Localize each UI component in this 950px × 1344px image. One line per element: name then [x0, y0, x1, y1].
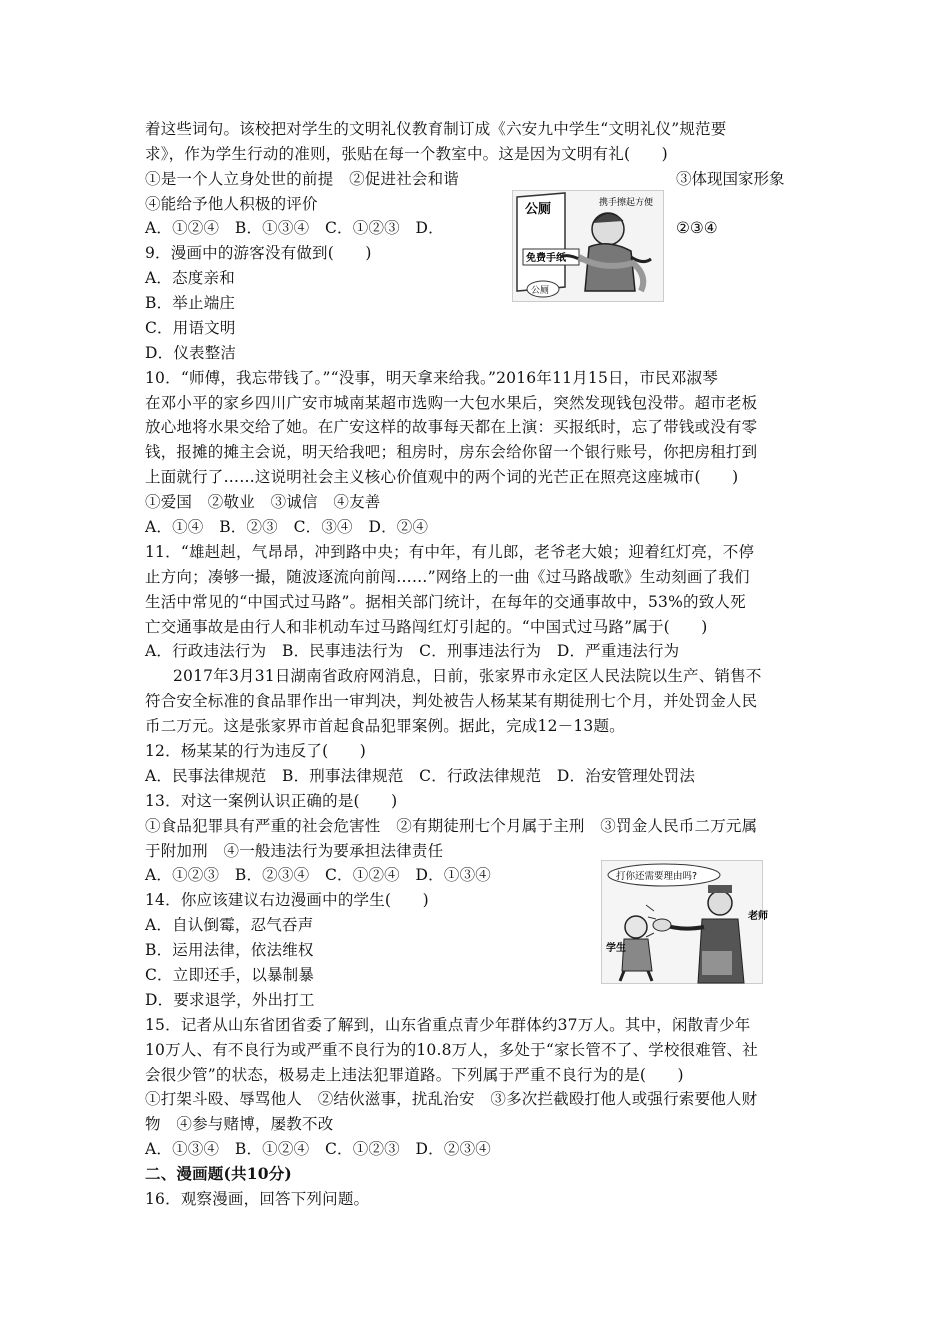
text-line: 钱，报摊的摊主会说，明天给我吧；租房时，房东会给你留一个银行账号，你把房租打到	[145, 443, 758, 461]
q15-stem: 15．记者从山东省团省委了解到，山东省重点青少年群体约37万人。其中，闲散青少年	[145, 1016, 751, 1034]
teacher-label	[747, 909, 768, 922]
q9-option-c: C．用语文明	[145, 319, 236, 337]
q9-option-d: D．仪表整洁	[145, 344, 237, 362]
text-line: 符合安全标准的食品罪作出一审判决，判处被告人杨某某有期徒刑七个月，并处罚金人民	[145, 692, 758, 710]
bottom-text: 公厕	[531, 286, 550, 296]
paper-text: 免费手纸	[526, 253, 566, 264]
teacher-label-text: 老师	[748, 911, 768, 922]
text-line: 上面就行了……这说明社会主义核心价值观中的两个词的光芒正在照亮这座城市( )	[145, 468, 739, 486]
cartoon-teacher-student	[601, 860, 768, 984]
q8-answers: A．①②④ B．①③④ C．①②③ D．	[145, 219, 444, 237]
q15-items: ①打架斗殴、辱骂他人 ②结伙滋事，扰乱治安 ③多次拦截殴打他人或强行索要他人财	[145, 1090, 758, 1108]
q16-stem: 16．观察漫画，回答下列问题。	[145, 1190, 370, 1208]
q8-option-4: ④能给予他人积极的评价	[145, 195, 318, 213]
text-line: 于附加刑 ④一般违法行为要承担法律责任	[145, 842, 444, 860]
q11-answers: A．行政违法行为 B．民事违法行为 C．刑事违法行为 D．严重违法行为	[145, 642, 680, 660]
text-line: 在邓小平的家乡四川广安市城南某超市选购一大包水果后，突然发现钱包没带。超市老板	[145, 394, 758, 412]
q13-stem: 13．对这一案例认识正确的是( )	[145, 792, 398, 810]
text-line: 亡交通事故是由行人和非机动车过马路闯红灯引起的。“中国式过马路”属于( )	[145, 618, 708, 636]
text-line: 求》，作为学生行动的准则，张贴在每一个教室中。这是因为文明有礼( )	[145, 145, 668, 163]
q14-option-d: D．要求退学，外出打工	[145, 991, 315, 1009]
q9-option-b: B．举止端庄	[145, 294, 236, 312]
text-line: 会很少管”的状态，极易走上违法犯罪道路。下列属于严重不良行为的是( )	[145, 1066, 684, 1084]
q8-option-3: ③体现国家形象	[676, 170, 785, 188]
q8-answer-d: ②③④	[676, 219, 718, 237]
q9-stem: 9．漫画中的游客没有做到( )	[145, 244, 372, 262]
q15-answers: A．①③④ B．①②④ C．①②③ D．②③④	[145, 1140, 491, 1158]
q8-option-1-2: ①是一个人立身处世的前提 ②促进社会和谐	[145, 170, 460, 188]
student-label: 学生	[606, 943, 626, 954]
section-heading: 二、漫画题(共10分)	[145, 1164, 292, 1183]
text-line: 10万人、有不良行为或严重不良行为的10.8万人，多处于“家长管不了、学校很难管、社	[145, 1041, 759, 1059]
q14-stem: 14．你应该建议右边漫画中的学生( )	[145, 891, 429, 909]
q12-answers: A．民事法律规范 B．刑事法律规范 C．行政法律规范 D．治安管理处罚法	[145, 767, 696, 785]
text-line: 物 ④参与赌博，屡教不改	[145, 1115, 334, 1133]
q14-option-b: B．运用法律，依法维权	[145, 941, 314, 959]
cartoon-toilet-paper	[512, 190, 664, 302]
q12-stem: 12．杨某某的行为违反了( )	[145, 742, 367, 760]
q10-items: ①爱国 ②敬业 ③诚信 ④友善	[145, 493, 381, 511]
text-line: 放心地将水果交给了她。在广安这样的故事每天都在上演：买报纸时，忘了带钱或没有零	[145, 418, 758, 436]
q13-items: ①食品犯罪具有严重的社会危害性 ②有期徒刑七个月属于主刑 ③罚金人民币二万元属	[145, 817, 758, 835]
q14-option-a: A．自认倒霉，忍气吞声	[145, 916, 314, 934]
material-paragraph: 2017年3月31日湖南省政府网消息，日前，张家界市永定区人民法院以生产、销售不	[173, 667, 762, 685]
q13-answers: A．①②③ B．②③④ C．①②④ D．①③④	[145, 866, 491, 884]
q10-answers: A．①④ B．②③ C．③④ D．②④	[145, 518, 429, 536]
q10-stem: 10．“师傅，我忘带钱了。”“没事，明天拿来给我。”2016年11月15日，市民邓淑琴	[145, 369, 718, 387]
bubble-text: 携手擦起方便	[599, 198, 654, 208]
q14-option-c: C．立即还手，以暴制暴	[145, 966, 315, 984]
cartoon-bubble-text: 打你还需要理由吗?	[616, 871, 698, 882]
q9-option-a: A．态度亲和	[145, 269, 235, 287]
text-line: 币二万元。这是张家界市首起食品犯罪案例。据此，完成12－13题。	[145, 717, 625, 735]
text-line: 着这些词句。该校把对学生的文明礼仪教育制订成《六安九中学生“文明礼仪”规范要	[145, 120, 727, 138]
sign-text: 公厕	[525, 202, 552, 217]
text-line: 止方向；凑够一撮，随波逐流向前闯……”网络上的一曲《过马路战歌》生动刻画了我们	[145, 568, 750, 586]
text-line: 生活中常见的“中国式过马路”。据相关部门统计，在每年的交通事故中，53%的致人死	[145, 593, 746, 611]
q11-stem: 11．“雄赳赳，气昂昂，冲到路中央；有中年，有儿郎，老爷老大娘；迎着红灯亮，不停	[145, 543, 755, 561]
